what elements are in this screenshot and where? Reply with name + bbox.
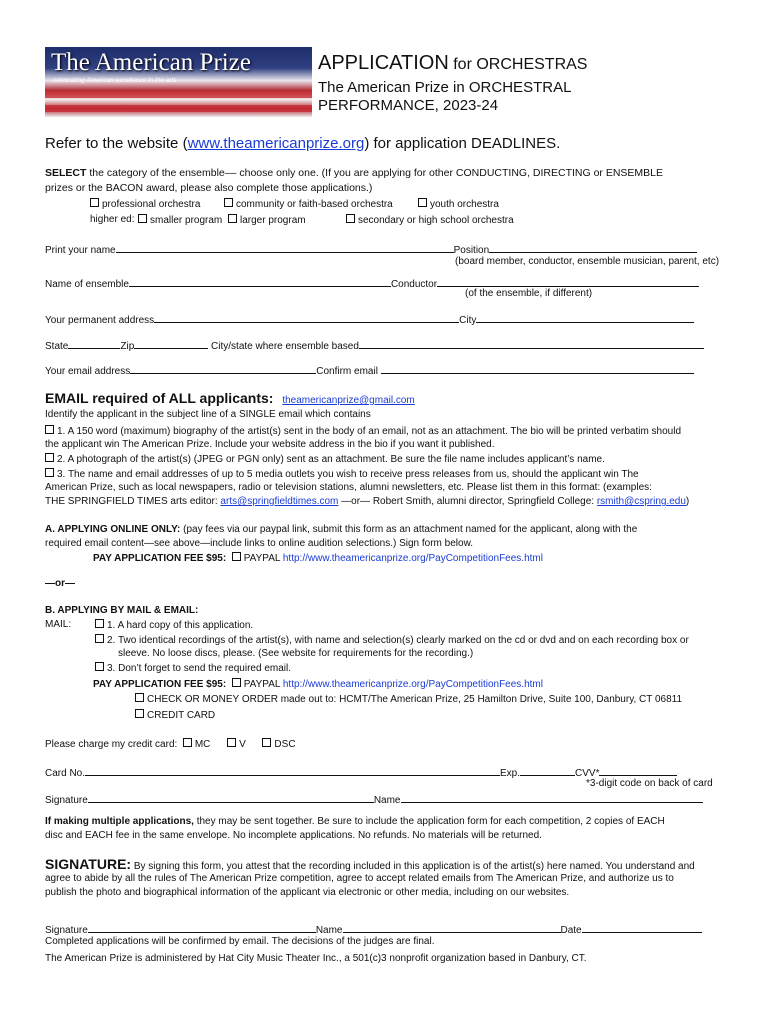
section-a-fee bbox=[93, 552, 543, 564]
signature-line3: publish the photo and biographical information of the applicant via electronic or other media, including on our websites. bbox=[45, 887, 570, 898]
zip-label: Zip bbox=[120, 341, 135, 352]
conductor-label: Conductor bbox=[390, 279, 438, 290]
section-a-heading: A. APPLYING ONLINE ONLY: bbox=[45, 524, 181, 535]
exp-label: Exp. bbox=[500, 768, 521, 779]
email-row bbox=[45, 363, 694, 377]
website-link[interactable]: www.theamericanprize.org bbox=[187, 135, 365, 152]
check-text: CHECK OR MONEY ORDER made out to: HCMT/The American Prize, 25 Hamilton Drive, Suite 100, Danbury, CT 06811 bbox=[147, 694, 683, 705]
state-input[interactable] bbox=[68, 338, 120, 349]
mail-item2-text: 2. Two identical recordings of the artist(s), with name and selection(s) clearly marked on the cd or dvd and on each recording box or bbox=[107, 635, 689, 646]
confirm-email-input[interactable] bbox=[381, 363, 694, 374]
checkbox-icon[interactable] bbox=[138, 214, 147, 223]
title-sub: for ORCHESTRAS bbox=[448, 56, 588, 73]
option-label: larger program bbox=[240, 215, 306, 226]
example-post: ) bbox=[685, 496, 690, 507]
checkbox-icon[interactable] bbox=[232, 678, 241, 687]
credit-option bbox=[135, 709, 215, 721]
checkbox-icon[interactable] bbox=[45, 468, 54, 477]
state-label: State bbox=[45, 341, 69, 352]
identify-text: Identify the applicant in the subject line of a SINGLE email which contains bbox=[45, 409, 371, 420]
exp-input[interactable] bbox=[520, 765, 575, 776]
city-state-input[interactable] bbox=[359, 338, 704, 349]
email-item3-text: 3. The name and email addresses of up to 5 media outlets you wish to receive press releases from us, should the applicant win The bbox=[57, 469, 639, 480]
email-item1-line1 bbox=[45, 425, 681, 437]
email-input[interactable] bbox=[130, 363, 316, 374]
select-instructions-line2: prizes or the BACON award, please also complete those applications.) bbox=[45, 182, 373, 194]
signature-input[interactable] bbox=[88, 792, 374, 803]
signature-label: Signature bbox=[45, 925, 88, 936]
email-label: Your email address bbox=[45, 366, 131, 377]
email-section-header bbox=[45, 390, 415, 408]
website-note-pre: Refer to the website ( bbox=[45, 135, 188, 152]
city-state-label: City/state where ensemble based bbox=[211, 341, 359, 352]
mail-item1 bbox=[95, 619, 253, 631]
email-item1-text: 1. A 150 word (maximum) biography of the artist(s) sent in the body of an email, not as an attachment. The bio will be printed verbatim should bbox=[57, 426, 682, 437]
checkbox-icon[interactable] bbox=[135, 693, 144, 702]
state-row bbox=[45, 338, 704, 352]
signature-line1 bbox=[45, 856, 695, 872]
section-a-text1: (pay fees via our paypal link, submit this form as an attachment named for the applicant, along with the bbox=[180, 524, 638, 535]
admin-text: The American Prize is administered by Hat City Music Theater Inc., a 501(c)3 nonprofit organization based in Danbury, CT. bbox=[45, 953, 587, 964]
print-name-row bbox=[45, 242, 697, 256]
mail-item2-line2: sleeve. No loose discs, please. (See website for requirements for the recording.) bbox=[118, 648, 474, 659]
ensemble-label: Name of ensemble bbox=[45, 279, 129, 290]
example-pre: THE SPRINGFIELD TIMES arts editor: bbox=[45, 496, 221, 507]
signature-text1: By signing this form, you attest that the recording included in this application is of the artist(s) here named. You understand and bbox=[131, 861, 695, 872]
select-text1: the category of the ensemble–– choose only one. (If you are applying for other CONDUCTING, DIRECTING or ENSEMBLE bbox=[86, 167, 664, 179]
card-no-label: Card No. bbox=[45, 768, 86, 779]
checkbox-icon[interactable] bbox=[232, 552, 241, 561]
cvv-note: *3-digit code on back of card bbox=[586, 778, 713, 789]
name-label: Name bbox=[373, 795, 401, 806]
card-no-input[interactable] bbox=[85, 765, 500, 776]
card-row bbox=[45, 765, 677, 779]
prize-email-link[interactable]: theamericanprize@gmail.com bbox=[282, 395, 415, 406]
option-label: secondary or high school orchestra bbox=[358, 215, 514, 226]
city-input[interactable] bbox=[476, 312, 694, 323]
checkbox-icon[interactable] bbox=[45, 425, 54, 434]
select-bold: SELECT bbox=[45, 167, 87, 179]
mail-item1-text: 1. A hard copy of this application. bbox=[107, 620, 254, 631]
signature-line2: agree to abide by all the rules of The American Prize competition, agree to accept related emails from The American Prize, and authorize us to bbox=[45, 873, 674, 884]
position-label: Position bbox=[453, 245, 490, 256]
checkbox-icon[interactable] bbox=[228, 214, 237, 223]
multiple-text1: they may be sent together. Be sure to include the application form for each competition, 2 copies of EACH bbox=[193, 816, 665, 827]
conductor-input[interactable] bbox=[437, 276, 699, 287]
cvv-label: CVV* bbox=[575, 768, 600, 779]
name-label: Name bbox=[315, 925, 343, 936]
city-label: City bbox=[459, 315, 477, 326]
card-dsc: DSC bbox=[274, 739, 296, 750]
email-item3-line1 bbox=[45, 468, 639, 480]
website-note-post: ) for application DEADLINES. bbox=[364, 135, 561, 152]
option-community[interactable] bbox=[224, 198, 393, 210]
mail-item2-line1 bbox=[95, 634, 689, 646]
card-v: V bbox=[239, 739, 246, 750]
checkbox-icon[interactable] bbox=[346, 214, 355, 223]
print-name-input[interactable] bbox=[116, 242, 454, 253]
checkbox-icon[interactable] bbox=[262, 738, 271, 747]
conductor-hint: (of the ensemble, if different) bbox=[465, 288, 593, 299]
option-label: smaller program bbox=[150, 215, 223, 226]
or-divider: —or— bbox=[45, 578, 75, 589]
section-a-line2: required email content—see above—include links to online audition selections.) Sign form below. bbox=[45, 538, 474, 549]
checkbox-icon[interactable] bbox=[45, 453, 54, 462]
fee-label: PAY APPLICATION FEE $95: bbox=[93, 679, 227, 690]
fee-label: PAY APPLICATION FEE $95: bbox=[93, 553, 227, 564]
option-label: youth orchestra bbox=[430, 199, 499, 210]
address-row bbox=[45, 312, 694, 326]
date-label: Date bbox=[560, 925, 582, 936]
logo-title: The American Prize bbox=[51, 49, 251, 76]
checkbox-icon[interactable] bbox=[95, 634, 104, 643]
page-title bbox=[318, 52, 587, 75]
signature-heading: SIGNATURE: bbox=[45, 856, 132, 872]
checkbox-icon[interactable] bbox=[183, 738, 192, 747]
cvv-input[interactable] bbox=[599, 765, 677, 776]
checkbox-icon[interactable] bbox=[418, 198, 427, 207]
address-label: Your permanent address bbox=[45, 315, 155, 326]
zip-input[interactable] bbox=[134, 338, 208, 349]
final-signature-row bbox=[45, 922, 702, 936]
logo-tagline: celebrating American excellence in the arts bbox=[53, 77, 177, 84]
multiple-line2: disc and EACH fee in the same envelope. No incomplete applications. No refunds. No materials will be returned. bbox=[45, 830, 542, 841]
date-input[interactable] bbox=[582, 922, 702, 933]
multiple-bold: If making multiple applications, bbox=[45, 816, 194, 827]
email-section-heading: EMAIL required of ALL applicants: bbox=[45, 390, 274, 406]
confirm-email-label: Confirm email bbox=[316, 366, 378, 377]
checkbox-icon[interactable] bbox=[135, 709, 144, 718]
option-label: community or faith-based orchestra bbox=[236, 199, 393, 210]
example-link-1[interactable]: arts@springfieldtimes.com bbox=[220, 496, 339, 507]
position-input[interactable] bbox=[489, 242, 697, 253]
website-note bbox=[45, 135, 560, 152]
multiple-line1 bbox=[45, 816, 665, 827]
payment-signature-row bbox=[45, 792, 703, 806]
card-mc: MC bbox=[194, 739, 211, 750]
example-link-2[interactable]: rsmith@cspring.edu bbox=[596, 496, 686, 507]
checkbox-icon[interactable] bbox=[95, 619, 104, 628]
name-input[interactable] bbox=[343, 922, 561, 933]
print-name-label: Print your name bbox=[45, 245, 116, 256]
option-youth[interactable] bbox=[418, 198, 499, 210]
example-mid: —or— Robert Smith, alumni director, Springfield College: bbox=[338, 496, 597, 507]
checkbox-icon[interactable] bbox=[224, 198, 233, 207]
check-option bbox=[135, 693, 682, 705]
charge-label: Please charge my credit card: bbox=[45, 739, 178, 750]
mail-label: MAIL: bbox=[45, 619, 72, 630]
option-smaller-program[interactable] bbox=[138, 214, 222, 226]
option-label: professional orchestra bbox=[102, 199, 201, 210]
checkbox-icon[interactable] bbox=[227, 738, 236, 747]
option-professional[interactable] bbox=[90, 198, 200, 210]
charge-row bbox=[45, 738, 296, 750]
email-item2 bbox=[45, 453, 605, 465]
address-input[interactable] bbox=[154, 312, 459, 323]
option-secondary[interactable] bbox=[346, 214, 514, 226]
ensemble-input[interactable] bbox=[129, 276, 391, 287]
email-item2-text: 2. A photograph of the artist(s) (JPEG or PGN only) sent as an attachment. Be sure the file name includes applicant’s name. bbox=[57, 454, 605, 465]
mail-item3 bbox=[95, 662, 291, 674]
title-main: APPLICATION bbox=[318, 52, 449, 74]
checkbox-icon[interactable] bbox=[90, 198, 99, 207]
paypal-label: PAYPAL bbox=[243, 679, 281, 690]
select-instructions-line1 bbox=[45, 167, 663, 179]
option-larger-program[interactable] bbox=[228, 214, 306, 226]
signature-input[interactable] bbox=[88, 922, 316, 933]
email-item1-line2: the applicant win The American Prize. Include your website address in the bio if you want it published. bbox=[45, 439, 495, 450]
email-item3-line3 bbox=[45, 496, 689, 507]
confirm-text: Completed applications will be confirmed by email. The decisions of the judges are final. bbox=[45, 936, 435, 947]
position-hint: (board member, conductor, ensemble musician, parent, etc) bbox=[455, 256, 720, 267]
section-b-fee bbox=[93, 678, 543, 690]
higher-ed-label: higher ed: bbox=[90, 214, 135, 225]
paypal-link[interactable]: http://www.theamericanprize.org/PayCompetitionFees.html bbox=[282, 679, 543, 690]
section-b-heading: B. APPLYING BY MAIL & EMAIL: bbox=[45, 605, 199, 616]
checkbox-icon[interactable] bbox=[95, 662, 104, 671]
section-a-line1 bbox=[45, 524, 637, 535]
paypal-label: PAYPAL bbox=[243, 553, 281, 564]
name-input[interactable] bbox=[401, 792, 703, 803]
ensemble-row bbox=[45, 276, 699, 290]
paypal-link[interactable]: http://www.theamericanprize.org/PayCompetitionFees.html bbox=[282, 553, 543, 564]
signature-label: Signature bbox=[45, 795, 88, 806]
credit-text: CREDIT CARD bbox=[147, 710, 216, 721]
email-item3-line2: American Prize, such as local newspapers, radio or television stations, alumni newsletters, etc. Please list them in this format: (examples: bbox=[45, 482, 652, 493]
subtitle-line2: PERFORMANCE, 2023-24 bbox=[318, 97, 499, 114]
subtitle-line1: The American Prize in ORCHESTRAL bbox=[318, 79, 572, 96]
american-prize-logo bbox=[45, 47, 312, 117]
mail-item3-text: 3. Don’t forget to send the required email. bbox=[107, 663, 291, 674]
